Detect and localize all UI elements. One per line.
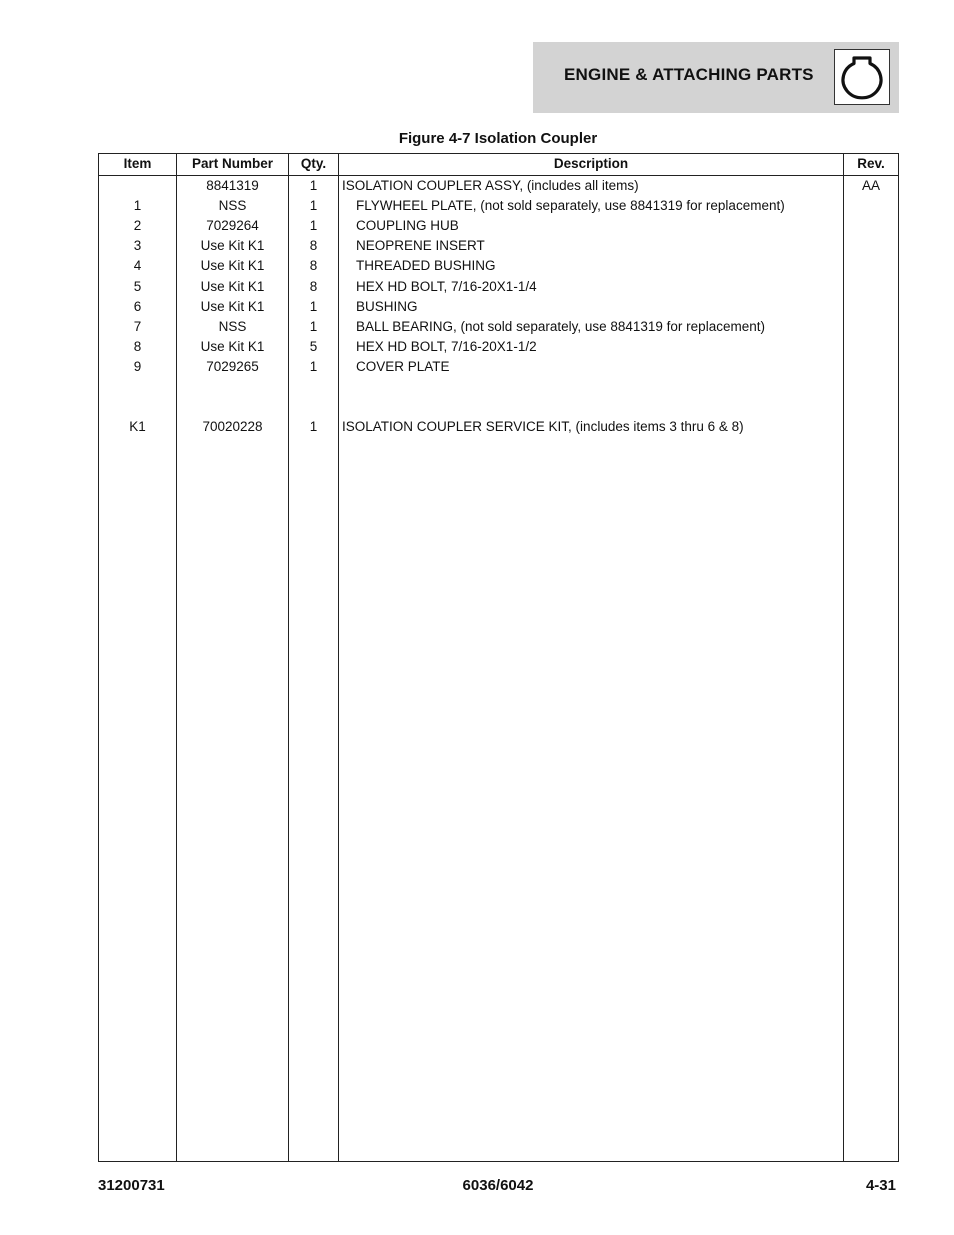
- qty-cell: 8: [309, 258, 318, 274]
- table-row: [99, 277, 898, 297]
- table-row: [99, 297, 898, 317]
- page-number: 4-31: [865, 1177, 896, 1194]
- part-number-cell: NSS: [218, 198, 247, 214]
- part-number-cell: Use Kit K1: [200, 278, 265, 294]
- part-number-cell: 7029264: [206, 218, 259, 234]
- item-cell: 5: [133, 278, 142, 294]
- item-cell: K1: [129, 419, 146, 435]
- rev-cell: AA: [861, 178, 880, 193]
- table-row: [99, 337, 898, 357]
- description-cell: HEX HD BOLT, 7/16-20X1-1/4: [356, 278, 537, 294]
- table-row: [99, 377, 898, 397]
- model-number: 6036/6042: [462, 1177, 534, 1194]
- document-number: 31200731: [98, 1177, 165, 1194]
- table-row: [99, 256, 898, 276]
- item-cell: 1: [133, 198, 142, 214]
- table-row: [99, 357, 898, 377]
- qty-cell: 5: [309, 338, 318, 354]
- part-number-cell: 70020228: [202, 419, 263, 435]
- description-cell: FLYWHEEL PLATE, (not sold separately, use 8841319 for replacement): [356, 198, 785, 214]
- qty-cell: 1: [309, 298, 318, 314]
- part-number-cell: NSS: [218, 318, 247, 334]
- part-number-cell: 8841319: [206, 178, 259, 193]
- item-cell: 2: [133, 218, 142, 234]
- engine-icon-frame: [834, 49, 890, 105]
- table-row: [99, 216, 898, 236]
- description-cell: COUPLING HUB: [356, 218, 459, 234]
- item-cell: 3: [133, 238, 142, 254]
- item-cell: 7: [133, 318, 142, 334]
- table-row: [99, 317, 898, 337]
- table-row: [99, 176, 898, 196]
- column-header-part-number: Part Number: [191, 156, 274, 171]
- description-cell: BALL BEARING, (not sold separately, use 8841319 for replacement): [356, 318, 765, 334]
- section-title: ENGINE & ATTACHING PARTS: [564, 65, 814, 84]
- table-row: [99, 236, 898, 256]
- part-number-cell: 7029265: [206, 358, 259, 374]
- qty-cell: 1: [309, 318, 318, 334]
- qty-cell: 1: [309, 218, 318, 234]
- section-header: [533, 42, 899, 113]
- item-cell: 4: [133, 258, 142, 274]
- item-cell: 8: [133, 338, 142, 354]
- engine-outline-icon: [839, 54, 885, 100]
- description-cell: HEX HD BOLT, 7/16-20X1-1/2: [356, 338, 537, 354]
- column-header-description: Description: [553, 156, 629, 171]
- description-cell: COVER PLATE: [356, 358, 450, 374]
- part-number-cell: Use Kit K1: [200, 258, 265, 274]
- description-cell: THREADED BUSHING: [356, 258, 496, 274]
- description-cell: BUSHING: [356, 298, 418, 314]
- part-number-cell: Use Kit K1: [200, 338, 265, 354]
- description-cell: ISOLATION COUPLER SERVICE KIT, (includes items 3 thru 6 & 8): [342, 419, 744, 435]
- item-cell: 6: [133, 298, 142, 314]
- part-number-cell: Use Kit K1: [200, 298, 265, 314]
- qty-cell: 1: [309, 178, 318, 193]
- qty-cell: 1: [309, 358, 318, 374]
- table-row: [99, 196, 898, 216]
- parts-table: [98, 153, 899, 1162]
- part-number-cell: Use Kit K1: [200, 238, 265, 254]
- qty-cell: 8: [309, 238, 318, 254]
- column-header-item: Item: [123, 156, 152, 171]
- qty-cell: 1: [309, 198, 318, 214]
- item-cell: 9: [133, 358, 142, 374]
- description-cell: ISOLATION COUPLER ASSY, (includes all items): [342, 178, 639, 193]
- figure-title: Figure 4-7 Isolation Coupler: [398, 130, 598, 147]
- table-row: [99, 417, 898, 437]
- column-header-qty: Qty.: [300, 156, 327, 171]
- column-header-rev: Rev.: [857, 156, 885, 171]
- table-row: [99, 397, 898, 417]
- qty-cell: 1: [309, 419, 318, 435]
- description-cell: NEOPRENE INSERT: [356, 238, 485, 254]
- qty-cell: 8: [309, 278, 318, 294]
